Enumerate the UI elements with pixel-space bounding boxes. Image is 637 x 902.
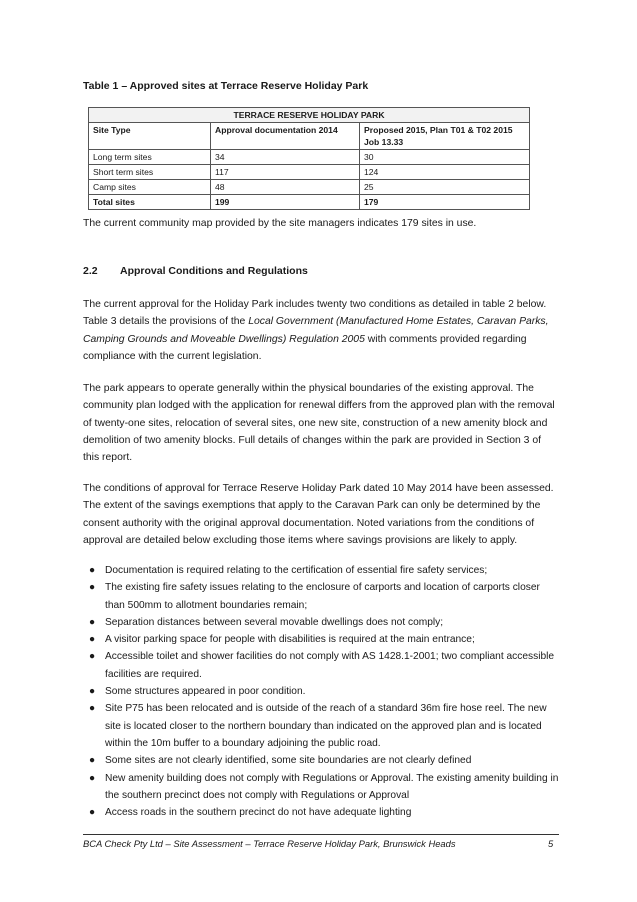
list-item <box>83 804 561 821</box>
table-cell: Camp sites <box>89 180 211 195</box>
list-item-text: Some structures appeared in poor condition. <box>105 686 306 698</box>
list-item-text: Separation distances between several movable dwellings does not comply; <box>105 616 444 628</box>
bullet-icon: ● <box>89 686 96 698</box>
approval-paragraph <box>83 296 558 365</box>
community-map-paragraph: The current community map provided by the site managers indicates 179 sites in use. <box>83 218 477 229</box>
table-cell: 199 <box>211 195 360 210</box>
table-cell: 34 <box>211 150 360 165</box>
table-cell: 179 <box>360 195 530 210</box>
list-item <box>83 631 561 648</box>
column-header: Approval documentation 2014 <box>211 123 360 150</box>
list-item-text: Some sites are not clearly identified, some site boundaries are not clearly defined <box>105 755 472 767</box>
bullet-icon: ● <box>89 755 96 767</box>
table-row <box>89 165 530 180</box>
table-cell: 30 <box>360 150 530 165</box>
section-title: Approval Conditions and Regulations <box>120 265 308 277</box>
bullet-icon: ● <box>89 582 96 594</box>
boundaries-paragraph: The park appears to operate generally within the physical boundaries of the existing approval. The community plan lodged with the application for renewal differs from the approved plan with the removal of twenty-one sites, relocation of several sites, one new site, construction of a new amenity block and demolition of two amenity blocks. Full details of changes within the park are provided in Section 3 of this report. <box>83 383 555 464</box>
bullet-icon: ● <box>89 703 96 715</box>
list-item <box>83 648 561 683</box>
table-row <box>89 180 530 195</box>
approval-text-part2: with comments provided regarding compliance with the current legislation. <box>83 333 527 362</box>
list-item <box>83 683 561 700</box>
bullet-icon: ● <box>89 565 96 576</box>
column-header: Proposed 2015, Plan T01 & T02 2015 Job 13.33 <box>360 123 530 150</box>
page-number: 5 <box>548 838 554 849</box>
list-item <box>83 579 561 614</box>
list-item <box>83 700 561 752</box>
table-cell: Long term sites <box>89 150 211 165</box>
list-item <box>83 562 561 579</box>
approved-sites-table <box>88 107 530 210</box>
table-caption: Table 1 – Approved sites at Terrace Reserve Holiday Park <box>83 80 369 92</box>
bullet-icon: ● <box>89 634 96 646</box>
list-item <box>83 614 561 631</box>
conditions-paragraph: The conditions of approval for Terrace Reserve Holiday Park dated 10 May 2014 have been assessed. The extent of the savings exemptions that apply to the Caravan Park can only be determined by the consent authority with the original approval documentation. Noted variations from the conditions of approval are detailed below excluding those items where savings provisions are likely to apply. <box>83 483 554 546</box>
list-item-text: Site P75 has been relocated and is outside of the reach of a standard 36m fire hose reel. The new site is located closer to the northern boundary than indicated on the approved plan and is located within the 10m buffer to a boundary adjoining the public road. <box>105 703 547 749</box>
table-cell: 117 <box>211 165 360 180</box>
bullet-icon: ● <box>89 651 96 663</box>
table-cell: 25 <box>360 180 530 195</box>
table-cell: Short term sites <box>89 165 211 180</box>
approval-text-part1: The current approval for the Holiday Park includes twenty two conditions as detailed in table 2 below. Table 3 details the provisions of the <box>83 299 547 328</box>
list-item-text: Accessible toilet and shower facilities do not comply with AS 1428.1-2001; two compliant accessible facilities are required. <box>105 651 555 680</box>
bullet-icon: ● <box>89 616 96 628</box>
list-item-text: Access roads in the southern precinct do not have adequate lighting <box>105 807 412 819</box>
footer-divider <box>83 834 559 835</box>
table-title: TERRACE RESERVE HOLIDAY PARK <box>89 108 530 123</box>
regulation-name: Local Government (Manufactured Home Estates, Caravan Parks, Camping Grounds and Moveable Dwellings) Regulation 2005 <box>83 316 549 345</box>
table-row <box>89 150 530 165</box>
list-item <box>83 770 561 805</box>
table-header-row <box>89 123 530 150</box>
table-cell: 48 <box>211 180 360 195</box>
column-header: Site Type <box>89 123 211 150</box>
table-title-row <box>89 108 530 123</box>
list-item-text: Documentation is required relating to the certification of essential fire safety services; <box>105 565 488 576</box>
list-item <box>83 752 561 769</box>
footer-text: BCA Check Pty Ltd – Site Assessment – Terrace Reserve Holiday Park, Brunswick Heads <box>83 838 456 849</box>
section-number: 2.2 <box>83 265 98 277</box>
variations-list <box>83 562 561 821</box>
table-cell: Total sites <box>89 195 211 210</box>
bullet-icon: ● <box>89 807 96 819</box>
bullet-icon: ● <box>89 772 96 784</box>
table-cell: 124 <box>360 165 530 180</box>
list-item-text: New amenity building does not comply with Regulations or Approval. The existing amenity building in the southern precinct does not comply with Regulations or Approval <box>105 772 559 801</box>
list-item-text: A visitor parking space for people with disabilities is required at the main entrance; <box>105 634 475 646</box>
section-heading <box>83 265 308 277</box>
table-total-row <box>89 195 530 210</box>
list-item-text: The existing fire safety issues relating to the enclosure of carports and location of carports closer than 500mm to allotment boundaries remain; <box>105 582 540 611</box>
